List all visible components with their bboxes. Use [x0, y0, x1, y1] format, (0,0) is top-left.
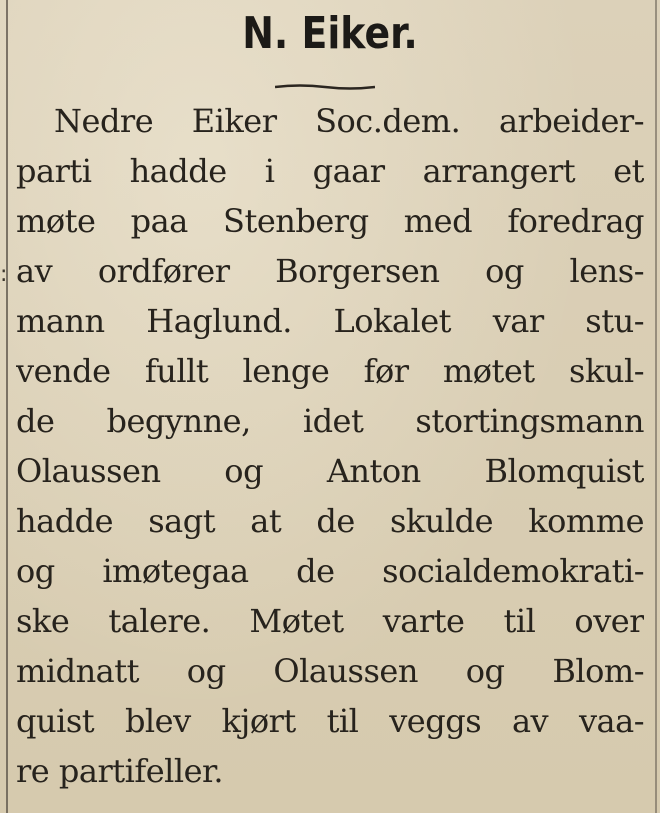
article-line: av ordfører Borgersen og lens- [16, 252, 644, 290]
headline-divider [275, 84, 375, 90]
article-line: ske talere. Møtet varte til over [16, 602, 644, 640]
article-line: vende fullt lenge før møtet skul- [16, 352, 644, 390]
article-line: hadde sagt at de skulde komme [16, 502, 644, 540]
article-line: midnatt og Olaussen og Blom- [16, 652, 644, 690]
article-line: de begynne, idet stortingsmann [16, 402, 644, 440]
article-line: mann Haglund. Lokalet var stu- [16, 302, 644, 340]
article-line: quist blev kjørt til veggs av vaa- [16, 702, 644, 740]
article-line: re partifeller. [16, 752, 223, 790]
article-line: møte paa Stenberg med foredrag [16, 202, 644, 240]
article-line: Nedre Eiker Soc.dem. arbeider- [54, 102, 644, 140]
article-line: og imøtegaa de socialdemokrati- [16, 552, 644, 590]
headline: N. Eiker. [242, 8, 418, 59]
margin-mark: : [0, 262, 8, 287]
column-rule-left [6, 0, 8, 813]
article-line: parti hadde i gaar arrangert et [16, 152, 644, 190]
article-line: Olaussen og Anton Blomquist [16, 452, 644, 490]
article-body [16, 96, 644, 796]
column-rule-right [655, 0, 657, 813]
